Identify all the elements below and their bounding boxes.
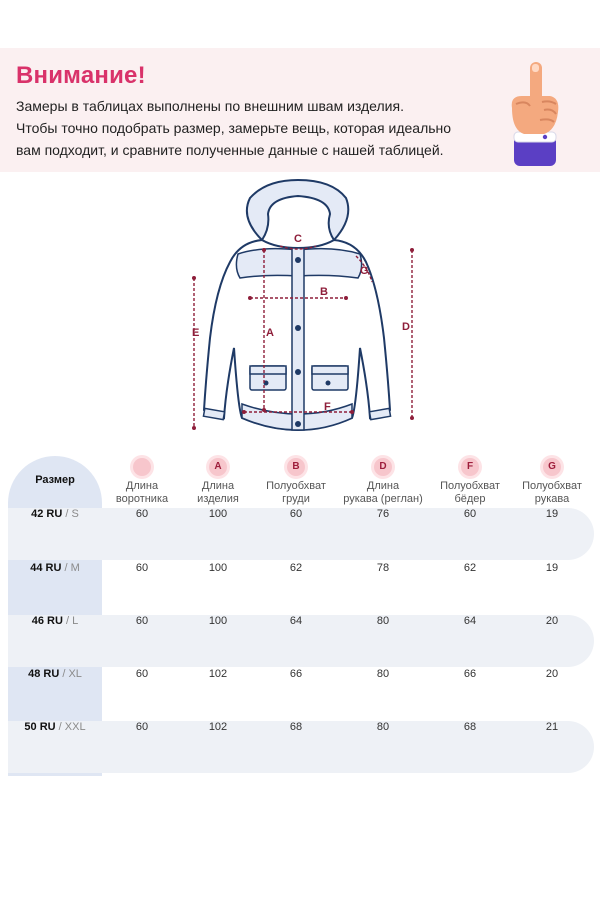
jacket-diagram	[180, 178, 430, 440]
label-g: G	[360, 265, 369, 277]
notice-line-2: Чтобы точно подобрать размер, замерьте вещь, которая идеально	[16, 120, 452, 136]
table-cell: 62	[463, 562, 477, 574]
column-header-sleeve-length: D Длина рукава (реглан)	[338, 458, 428, 506]
label-d: D	[402, 321, 410, 333]
table-cell: 78	[376, 562, 390, 574]
label-f: F	[324, 401, 331, 413]
column-header-collar: Длина воротника	[97, 458, 187, 506]
table-cell: 20	[545, 615, 559, 627]
table-cell: 80	[376, 615, 390, 627]
label-e: E	[192, 327, 200, 339]
table-cell: 100	[208, 508, 228, 520]
column-badge-f: F	[461, 458, 479, 476]
table-cell: 80	[376, 668, 390, 680]
size-cell: 48 RU / XL	[28, 668, 82, 680]
column-header-chest: B Полуобхват груди	[251, 458, 341, 506]
column-badge-g: G	[543, 458, 561, 476]
column-badge	[133, 458, 151, 476]
table-cell: 66	[463, 668, 477, 680]
table-cell: 60	[135, 721, 149, 733]
size-table	[0, 452, 600, 782]
label-a: A	[266, 327, 274, 339]
table-cell: 102	[208, 721, 228, 733]
table-cell: 80	[376, 721, 390, 733]
table-cell: 60	[135, 668, 149, 680]
column-header-sleeve-width: G Полуобхват рукава	[507, 458, 597, 506]
table-cell: 68	[463, 721, 477, 733]
table-row	[8, 721, 594, 773]
table-cell: 76	[376, 508, 390, 520]
table-cell: 68	[289, 721, 303, 733]
table-cell: 102	[208, 668, 228, 680]
jacket-placket	[292, 248, 304, 430]
table-row	[8, 615, 594, 667]
size-cell: 42 RU / S	[31, 508, 79, 520]
size-cell: 44 RU / M	[30, 562, 80, 574]
table-cell: 64	[463, 615, 477, 627]
table-cell: 60	[463, 508, 477, 520]
column-badge-b: B	[287, 458, 305, 476]
table-row	[8, 562, 594, 614]
size-cell: 46 RU / L	[31, 615, 79, 627]
size-column-header: Размер	[35, 474, 75, 486]
table-cell: 62	[289, 562, 303, 574]
notice-banner	[0, 48, 600, 172]
size-cell: 50 RU / XXL	[24, 721, 86, 733]
label-b: B	[320, 286, 328, 298]
jacket-hood	[247, 180, 348, 240]
label-c: C	[294, 233, 302, 245]
table-cell: 20	[545, 668, 559, 680]
notice-title: Внимание!	[16, 62, 146, 89]
table-cell: 60	[289, 508, 303, 520]
table-cell: 19	[545, 508, 559, 520]
table-cell: 19	[545, 562, 559, 574]
column-badge-a: A	[209, 458, 227, 476]
pointing-hand-icon	[500, 60, 570, 172]
notice-line-1: Замеры в таблицах выполнены по внешним швам изделия.	[16, 98, 404, 114]
table-row	[8, 668, 594, 720]
table-row	[8, 508, 594, 560]
column-header-hips: F Полуобхват бёдер	[425, 458, 515, 506]
table-cell: 64	[289, 615, 303, 627]
table-cell: 60	[135, 562, 149, 574]
column-header-length: A Длина изделия	[173, 458, 263, 506]
table-cell: 66	[289, 668, 303, 680]
table-cell: 100	[208, 615, 228, 627]
table-cell: 21	[545, 721, 559, 733]
table-cell: 60	[135, 508, 149, 520]
table-cell: 60	[135, 615, 149, 627]
column-badge-d: D	[374, 458, 392, 476]
table-cell: 100	[208, 562, 228, 574]
notice-line-3: вам подходит, и сравните полученные данные с нашей таблицей.	[16, 142, 444, 158]
